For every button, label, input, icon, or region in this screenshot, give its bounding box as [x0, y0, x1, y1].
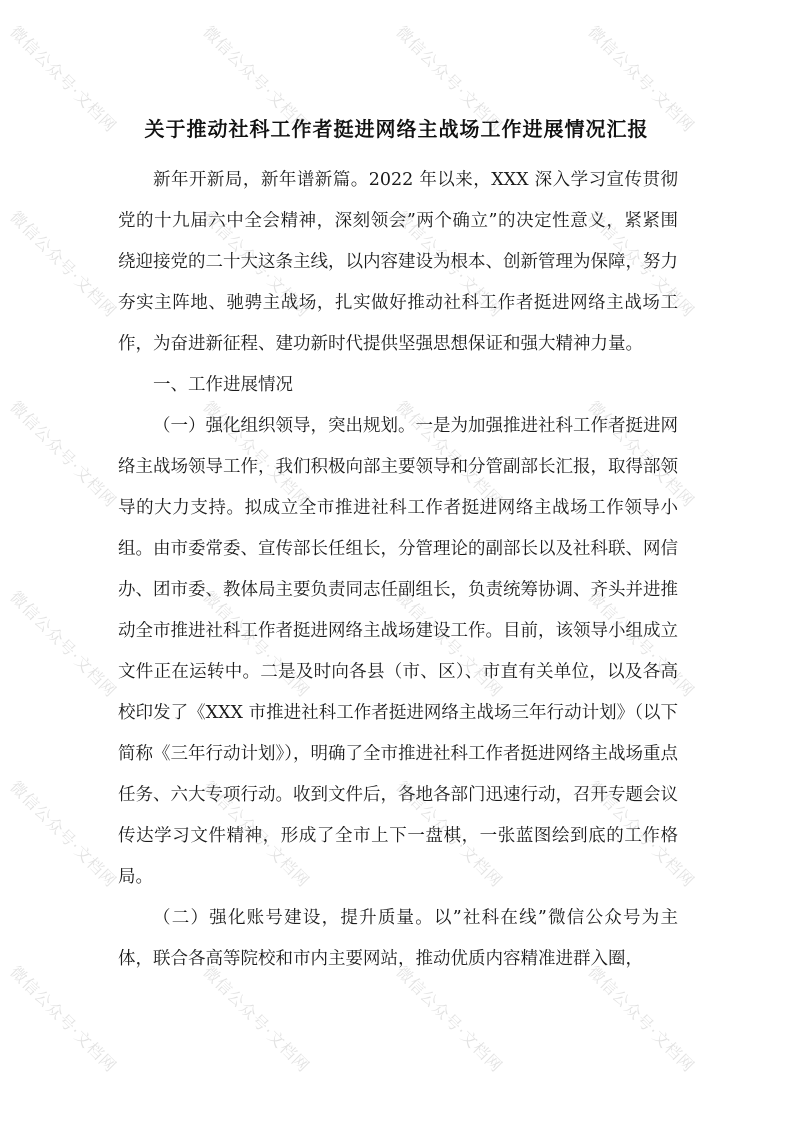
watermark-text: 微信公众号·文档网: [584, 207, 699, 322]
document-title: 关于推动社科工作者挺进网络主战场工作进展情况汇报: [144, 117, 649, 141]
paragraph-org-leadership: （一）强化组织领导，突出规划。一是为加强推进社科工作者挺进网络主战场领导工作，我们积极向部主要领导和分管副部长汇报，取得部领导的大力支持。拟成立全市推进社科工作者挺进网络主战场工作领导小组。由市委常委、宣传部长任组长，分管理论的副部长以及社科联、网信办、团市委、教体局主要负责同志任副组长，负责统筹协调、齐头并进推动全市推进社科工作者挺进网络主战场建设工作。目前，该领导小组成立文件正在运转中。二是及时向各县（市、区）、市直有关单位，以及各高校印发了《XXX 市推进社科工作者挺进网络主战场三年行动计划》（以下简称《三年行动计划》），明确了全市推进社科工作者挺进网络主战场重点任务、六大专项行动。收到文件后，各地各部门迅速行动，召开专题会议传达学习文件精神，形成了全市上下一盘棋，一张蓝图绘到底的工作格局。: [118, 416, 678, 887]
watermark-text: 微信公众号·文档网: [6, 962, 121, 1077]
paragraph-account-building: （二）强化账号建设，提升质量。以”社科在线”微信公众号为主体，联合各高等院校和市内主要网站，推动优质内容精准进群入圈，: [118, 908, 678, 969]
watermark-text: 微信公众号·文档网: [392, 587, 507, 702]
watermark-text: 微信公众号·文档网: [6, 207, 121, 322]
watermark-text: 微信公众号·文档网: [6, 587, 121, 702]
watermark-text: 微信公众号·文档网: [584, 22, 699, 137]
watermark-text: 微信公众号·文档网: [199, 397, 314, 512]
watermark-text: 微信公众号·文档网: [199, 22, 314, 137]
watermark-text: 微信公众号·文档网: [392, 777, 507, 892]
watermark-text: 微信公众号·文档网: [584, 587, 699, 702]
watermark-text: 微信公众号·文档网: [392, 22, 507, 137]
watermark-text: 微信公众号·文档网: [6, 397, 121, 512]
watermark-text: 微信公众号·文档网: [199, 962, 314, 1077]
document-body: [118, 160, 678, 980]
intro-paragraph: 新年开新局，新年谱新篇。2022 年以来，XXX 深入学习宣传贯彻党的十九届六中全会精神，深刻领会”两个确立”的决定性意义，紧紧围绕迎接党的二十大这条主线，以内容建设为根本、创新管理为保障，努力夯实主阵地、驰骋主战场，扎实做好推动社科工作者挺进网络主战场工作，为奋进新征程、建功新时代提供坚强思想保证和强大精神力量。: [118, 170, 678, 354]
watermark-text: 微信公众号·文档网: [6, 22, 121, 137]
watermark-text: 微信公众号·文档网: [392, 397, 507, 512]
watermark-text: 微信公众号·文档网: [584, 777, 699, 892]
watermark-text: 微信公众号·文档网: [392, 207, 507, 322]
watermark-text: 微信公众号·文档网: [199, 777, 314, 892]
watermark-text: 微信公众号·文档网: [584, 397, 699, 512]
watermark-text: 微信公众号·文档网: [199, 207, 314, 322]
section-heading: 一、工作进展情况: [153, 375, 293, 395]
watermark-text: 微信公众号·文档网: [199, 587, 314, 702]
watermark-text: 微信公众号·文档网: [6, 777, 121, 892]
watermark-text: 微信公众号·文档网: [392, 962, 507, 1077]
watermark-text: 微信公众号·文档网: [584, 962, 699, 1077]
